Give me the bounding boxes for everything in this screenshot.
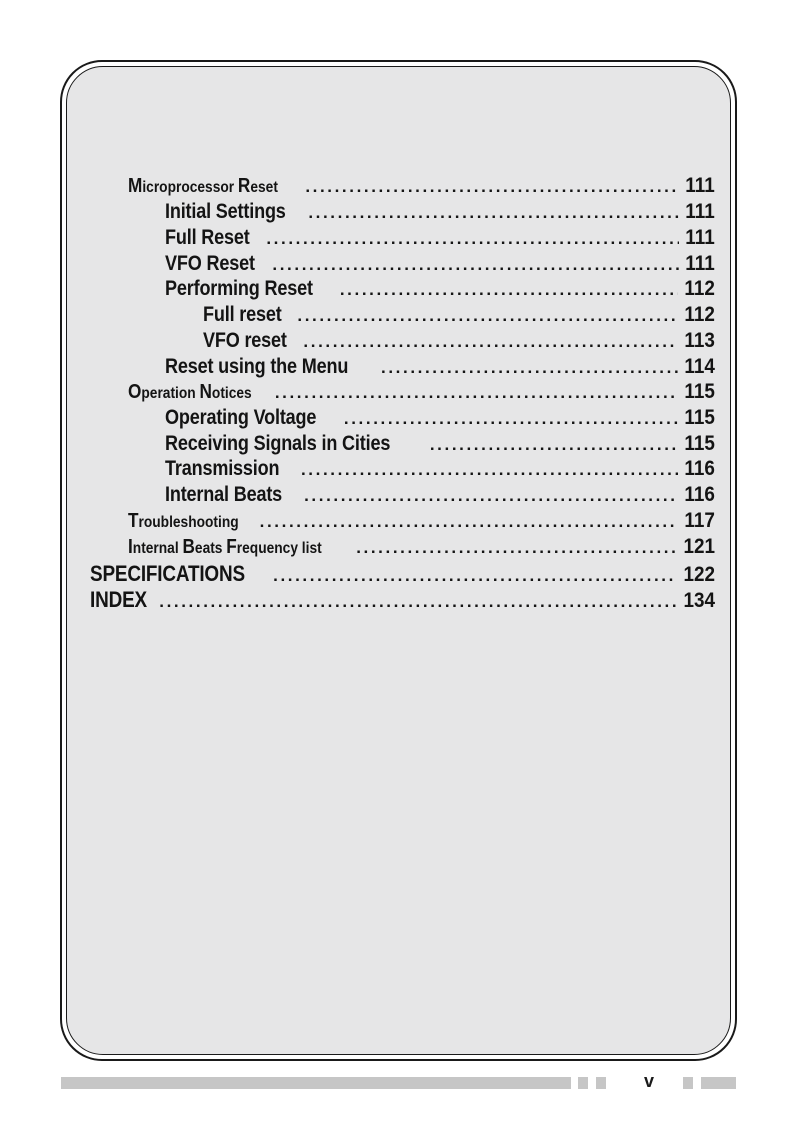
toc-leader-dots xyxy=(308,203,679,223)
toc-page-number: 121 xyxy=(683,535,715,558)
toc-leader-dots xyxy=(303,332,678,352)
footer-square xyxy=(683,1077,693,1089)
toc-entry[interactable] xyxy=(165,406,715,432)
toc-page-number: 114 xyxy=(684,355,715,378)
toc-entry-label: Troubleshooting xyxy=(128,510,239,532)
footer-square xyxy=(578,1077,588,1089)
toc-entry-label: Full reset xyxy=(203,303,282,326)
toc-entry-label: VFO reset xyxy=(203,329,287,352)
toc-leader-dots xyxy=(266,229,679,249)
toc-leader-dots xyxy=(273,566,677,586)
toc-entry-label: Internal Beats xyxy=(165,483,283,506)
toc-page-number: 115 xyxy=(684,432,715,455)
footer-bar xyxy=(61,1077,571,1089)
toc-entry[interactable] xyxy=(165,457,715,483)
toc-page-number: 115 xyxy=(684,406,715,429)
toc-entry[interactable] xyxy=(165,483,715,509)
toc-page-number: 111 xyxy=(685,226,715,249)
toc-leader-dots xyxy=(344,409,678,429)
toc-entry-label: Performing Reset xyxy=(165,277,313,300)
toc-entry[interactable] xyxy=(203,329,715,355)
footer-square xyxy=(596,1077,606,1089)
toc-entry[interactable] xyxy=(165,355,715,381)
toc-entry[interactable] xyxy=(165,277,715,303)
toc-leader-dots xyxy=(430,435,678,455)
toc-page-number: 122 xyxy=(683,563,715,586)
toc-page-number: 134 xyxy=(683,589,715,612)
toc-entry[interactable] xyxy=(165,252,715,278)
toc-entry-label: Reset using the Menu xyxy=(165,355,349,378)
toc-entry-label: INDEX xyxy=(90,587,147,612)
toc-entry-label: Receiving Signals in Cities xyxy=(165,432,391,455)
toc-entry[interactable] xyxy=(128,174,715,200)
toc-leader-dots xyxy=(381,358,678,378)
toc-leader-dots xyxy=(356,538,677,558)
toc-page-number: 116 xyxy=(684,457,715,480)
toc-page-number: 115 xyxy=(684,380,715,403)
toc-entry[interactable] xyxy=(90,587,715,613)
toc-entry[interactable] xyxy=(128,380,715,406)
toc-page-number: 112 xyxy=(684,303,715,326)
toc-entry-label: Operation Notices xyxy=(128,381,252,403)
toc-page-number: 111 xyxy=(685,252,715,275)
toc-leader-dots xyxy=(272,255,679,275)
toc-entry-label: Initial Settings xyxy=(165,200,286,223)
toc-leader-dots xyxy=(305,177,679,197)
toc-page-number: 112 xyxy=(684,277,715,300)
toc-entry-label: SPECIFICATIONS xyxy=(90,561,245,586)
toc-entry-label: Microprocessor Reset xyxy=(128,175,278,197)
toc-page-number: 113 xyxy=(684,329,715,352)
toc-page-number: 111 xyxy=(685,200,715,223)
toc-leader-dots xyxy=(260,512,678,532)
toc-leader-dots xyxy=(159,592,677,612)
toc-entry[interactable] xyxy=(165,200,715,226)
toc-page-number: 116 xyxy=(684,483,715,506)
toc-leader-dots xyxy=(304,486,678,506)
toc-entry[interactable] xyxy=(165,226,715,252)
toc-entry[interactable] xyxy=(203,303,715,329)
toc-entry-label: Transmission xyxy=(165,457,280,480)
page-number: v xyxy=(644,1071,655,1091)
toc-entry-label: Full Reset xyxy=(165,226,250,249)
toc-entry[interactable] xyxy=(128,509,715,535)
toc-entry[interactable] xyxy=(165,432,715,458)
toc-leader-dots xyxy=(340,280,678,300)
toc-entry-label: VFO Reset xyxy=(165,252,255,275)
toc-entry[interactable] xyxy=(90,561,715,587)
toc-entry-label: Internal Beats Frequency list xyxy=(128,536,322,558)
toc-page-number: 117 xyxy=(684,509,715,532)
toc-page-number: 111 xyxy=(685,174,715,197)
toc-entry-label: Operating Voltage xyxy=(165,406,317,429)
toc-leader-dots xyxy=(301,460,678,480)
footer-bar-right xyxy=(701,1077,736,1089)
toc-leader-dots xyxy=(275,383,678,403)
toc-entry[interactable] xyxy=(128,535,715,561)
toc-leader-dots xyxy=(297,306,678,326)
